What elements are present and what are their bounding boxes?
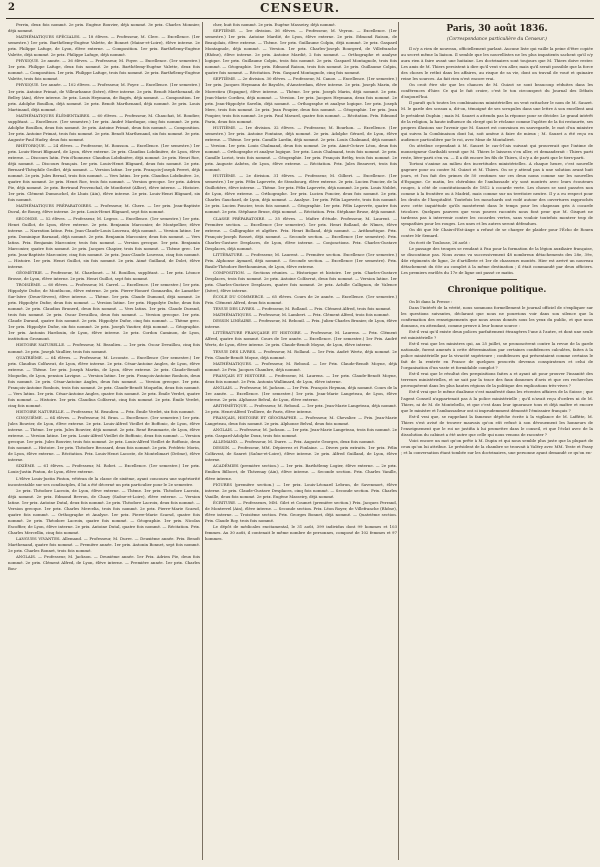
article-paragraph: DESSIN LINÉAIRE. — Professeur, M. Rebouil. — Prix. Julien-Charles Brunier, de Lyon, élève interne. bbox=[205, 318, 397, 330]
article-paragraph: SIXIÈME. — 61 élèves. — Professeur, M. Robet. — Excellence. (1er semestre.) 1er prix. Louis-Justin Pinton, de Lyon, élève externe. bbox=[8, 463, 200, 475]
article-paragraph: HISTOIRE NATURELLE. — Professeur, M. Beaulieu. — Prix. Émile Verdet, six fois nommé. bbox=[16, 409, 195, 414]
correspondence-note: (Correspondance particulière du Censeur.) bbox=[447, 37, 547, 42]
article-paragraph: COMPOSITION. — Sections réunies. — Historique et histoire. 1er prix. Charles-Gustave Desplaces, trois fois nommé. 2e prix. Antoine Colfavrat, deux fois nommé. — Version latine. 1er prix. Charles-Gustave Desplaces, quatre fois nommé. 2e prix. Achille Callignon, de Valence (Isère), élève interne. bbox=[205, 269, 397, 294]
article-paragraph: Voici encore un mot qu'on prête à M. Dupin et qui nous semble plus juste que la plupart de ceux qu'on lui attribue. Le président de la chambre se trouvait à Valéry avec MM. Teste et Passy ; et la conversation étant tombée sur les doctrinaires, une personne ayant demandé ce qu'on en- bbox=[401, 437, 593, 455]
article-paragraph: ANGLAIS. — Professeur, M. Jackson. — 1er prix. Jean-Marie Langeteau, trois fois nommé. 2e prix. Gaspard-Adolphe Doux, trois fois nommé. bbox=[205, 427, 397, 439]
article-paragraph: Est-il vrai que, se rappelant la fameuse dépêche écrite à la vigilance de M. Laffitte, M. Thiers s'est avisé de trouver mauvais qu'on eût refusé à son dévouement les honneurs de l'enseignement que le roi ne justifia à lui promettre dans le conseil, et que l'éclat avec de la dissolution du cabinet a été autre que celle qui nous venons de raconter ? bbox=[401, 413, 593, 437]
article-paragraph: SEPTIÈME. — 1re division. 36 élèves. — Professeur, M. Veyron. — Excellence. (1er semestre.) 1er prix. Antoine Mardié, de Lyon, élève externe. 2e prix. Edmond Raison, de Beaujolais, élève externe. — Thème. 1er prix. Guillaume Colpin, déjà nommé. 2e prix. Gaspard Montagnole, déjà nommé. — Version. 1er prix. Charles-Joseph Bourgerd, de Villefranche (Rhône), élève interne. 2e prix. Antoine Mardié, 2 fois nommé. — Orthographe et analyse logique. 1er prix. Guillaume Colpin, trois fois nommé. 2e prix. Gaspard Montagnole, trois fois nommé. — Géographie. 1er prix. Edmond Raison, trois fois nommé. 2e prix. Guillaume Colpin, quatre fois nommé. — Récitation. Prix. Gaspard Montagnole, cinq fois nommé. bbox=[205, 28, 397, 76]
masthead-title: CENSEUR. bbox=[259, 1, 341, 15]
article-paragraph: MATHÉMATIQUES ÉLÉMENTAIRES. — 60 élèves. — Professeur, M. Chauchat, M. Boudier, suppléant. — Excellence. (1er semestre.) 1er prix. André Marduque, cinq fois nommé. 2e prix. Adolphe Bouillon, deux fois nommé. 3e prix. Antoine Primat, deux fois nommé. — Composition. 1er prix. Antoine Primat, trois fois nommé. 2e prix. Benoît Marthenand, six fois nommé. 3e prix. Auguste-Paul Hudry, deux fois nommé. bbox=[8, 112, 200, 142]
article-paragraph: LITTÉRATURE. — Professeur, M. Laurent. — Première section. Excellence (1er semestre.) Prix. Alphonse Aymard, déjà nommé. — Seconde section. — Excellence (1er semestre). Prix. Basile-Théodore Berthoumieux, de Lyon, élève externe. bbox=[205, 251, 397, 269]
article-paragraph: DESSIN. — Professeur, MM. Dépierrez et Fonlaine. — Divers prix extraits. 1er prix. Félix Colfavrat, de Sanret (Saône-et-Loire), élève interne. 2e prix. Alfred Guilland, de Lyon, élève interne. bbox=[205, 445, 397, 463]
article-paragraph: TENUE DES LIVRES. — Professeur, M. Rolland. — Prix. Clément Alfred, trois fois nommé. bbox=[213, 306, 392, 312]
article-paragraph: FIGURES (première section.) — 1er prix. Louis-Léonard Lebrun, de Savenmort, élève interne. 2e prix. Claude-Gustave Desplaces, cinq fois nommé. — Seconde section. Prix. Charles Vanille, deux fois nommé. 2e prix. Eugène Masseiry, déjà nommé. bbox=[205, 481, 397, 499]
article-paragraph: LANGUES VIVANTES. Allemand. — Professeur, M. Durre. — Deuxième année. Prix. Benoît Marthenand, quatre fois nommé. — Première année. 1er prix. Antonin Bonnet, sept fois nommé. 2e prix. Charles Ronnet, trois fois nommé. bbox=[8, 535, 200, 554]
article-paragraph: MATHÉMATIQUES PRÉPARATOIRES. — Professeur, M. Chere. — 1er prix. Jean-Baptiste Duval, de Bourg, élève interne. 2e prix. Louis-Henri Blignard, sept fois nommé. bbox=[8, 203, 200, 215]
article-paragraph: MATHÉMATIQUES SPÉCIALES. — 18 élèves. — Professeur, M. Clerc. — Excellence. (1er semestre.) 1er prix. Barthélemy-Eugène Valette, de Bonnet (Maine-et-Loire), élève interne. 2e prix. Philippe Lafuge, de Lyon, élève externe. — Composition. 1er prix. Barthélemy-Eugène Valette, déjà nommé. 2e prix. Philippe Lafuge, déjà nommé. bbox=[8, 34, 200, 58]
column-rule bbox=[202, 22, 203, 860]
article-paragraph: Est-il vrai que le résultat des perquisitions faites a et ayant ait pour prouver l'insanité des terreurs ministérielles, et ne sait par la trace des faux donneurs d'avis et que ces recherches provoquèrent dans les plus hautes régions de la politique des explications très-vives ? bbox=[401, 371, 593, 389]
dateline: Paris, 30 août 1836. bbox=[446, 24, 548, 34]
article-paragraph: GÉOMÉTRIE. — Professeur, M. Chardonet. — M. Bouillon, suppléant. — 1er prix. Léonce Brosse, de Lyon, élève interne. 2e prix. Henri Guillot, sept fois nommé. bbox=[8, 269, 200, 281]
article-paragraph: ANGLAIS. — Professeur, M. Jackson. — 1er Prix. François Heyman, déjà nommé. Cours de la 1re année. — Excellence. (1er semestre.) 1er prix. Jean-Marie Langeteau, de Lyon, élève externe. 2e prix. Alphonse Belval, de Lyon, élève externe. bbox=[205, 384, 397, 402]
article-paragraph: Il paraît qu'à toutes les combinaisons ministérielles on veut rattacher le nom de M. Sauzet. M. le garde des sceaux a, dit-on, témoigné de ses scrupules dans une lettre à son excellent ami le président Duphin ; mais M. Sauzet a attendu pas la réponse pour se décider. Le grand intérêt de la religion, la haute influence du clergé qui le réclame comme l'apôtre de la foi restaurée, ses propres illusions sur l'avenir que M. Sauzet est convaincu en sauvegarde, le mot d'un ministre qui suivra la Combinaison dont lui, soit amène à faire de mieux ; M. Sauzet a été reçu en audience particulière par le roi, avec Mme de Montalivet. bbox=[401, 100, 593, 142]
article-paragraph: ÉCRITURE. — Professeurs, MM. Gilet et Coumet (première section.) Prix. Jacques Perrand, de Montrevel (Ain), élève interne. — Seconde section. Prix. Léon Royer, de Villefranche (Rhône), élève interne. — Troisième section. Prix. Georges Bonnet, déjà nommé. — Quatrième section. Prix. Claude Roy, trois fois nommé. bbox=[205, 499, 397, 523]
page-number: 2 bbox=[8, 2, 15, 13]
article-paragraph: ANGLAIS. — Professeur, M. Jackson. — Deuxième année. 1er Prix. Adrien Pie, deux fois nommé. 2e prix. Clément Alfred, de Lyon, élève interne. — Première année. 1er prix. Charles Bou- bbox=[8, 554, 200, 572]
article-paragraph: HUITIÈME. — 2e division. 31 élèves. — Professeur, M. Gilbert. — Excellence. (1er semestre.) 1er prix. Félix Lapevrée, de Strasbourg, élève externe. 2e prix. Lucien Poncier, de la Guillotière, élève interne. — Thème. 1er prix. Félix Lapevrée, déjà nommé. 2e prix. Louis Noblet, de Lyon, élève externe. — Orthographe. 1er prix. Lucien Poncier, deux fois nommé. 2e prix. Charles Gauchard, de Lyon, déjà nommé. — Analyse. 1er prix. Félix Lapevrée, trois fois nommé. 2e prix. Lucien Poncier, trois fois nommé. — Géographie. 1er prix. Félix Lapevrée, quatre fois nommé. 2e prix. Stéphane Bruse, déjà nommé. — Récitation. Prix. Stéphane Bruse, déjà nommé. bbox=[205, 173, 397, 215]
article-paragraph: Tortoni s'anime au milieu des incertitudes ministérielles. A chaque heure, c'est nouvelle gageure pour ou contre M. Guizot et M. Thiers. On se y attend pas à une solution avant huit jours, et l'on fait des primes de 50 centimes sur ces deux noms comme sur les nouvelles d'Espagne. Ce matin, les chérubins de l'ambassade n'y sont montrés avec leurs écouteurs rouges, à côté de constitutionnels de 1812 à cocarde verte. Les choses se sont passées non comme à la frontière ou à Madrid, mais comme sur un territoire neutre. Il y a eu respect pour les droits de l'hospitalité. Toutefois les mouchards ont rodé autour des ouvertures rapprochés avec cette inquiétude qu'ils montrèrent dans le temps pour les chapeaux gris à cocarde tricolore. Quelques pauvres que vous pouvez racontés nous font peur que M. Gisquet ne tarderas pas à intervenir contre les cocardes vertes, sans vouloir toutefois montrer trop de sympathies pour les rouges. Les unes et les autres seront défendues. bbox=[401, 160, 593, 227]
article-paragraph: PHYSIQUE. 2e année. — 36 élèves. — Professeur, M. Foyer. — Excellence. (1er semestre.) 1er prix. Philippe Lafuge, deux fois nommé. 2e prix. Barthélemy-Eugène Valette, deux fois nommé. — Composition. 1er prix. Philippe Lafuge, trois fois nommé. 2e prix. Barthélemy-Eugène Valette, trois fois nommé. bbox=[8, 58, 200, 82]
column-left bbox=[8, 22, 200, 860]
column-middle bbox=[205, 22, 397, 860]
article-paragraph: QUATRIÈME. — 64 élèves. — Professeur, M. Lecomte. — Excellence (1er semestre.) 1er prix. Claudius Colfavrat, de Lyon, élève interne. 2e prix. César-Antoine Angles, de Lyon, élève externe. — Thème. 1er prix. Joseph Martin, de Lyon, élève externe. 2e prix. Claude-Benoît Moquelin, de Lyon, pension Lavigne. — Version latine. 1er prix. François-Antoine Ronbois, deux fois nommé. 2e prix. César-Antoine Angles, deux fois nommé. — Version grecque. 1er prix. François-Antoine Ronbois, trois fois nommé. 2e prix. Claude-Benoît Moquelin, deux fois nommé. — Vers latins. 1er prix. César-Antoine Angles, quatre fois nommé. 2e prix. Émile Verdet, quatre fois nommé. — Histoire. 1er prix. Claudius Colfavrat, cinq fois nommé. 2e prix. Émile Verdet, cinq fois nommé. bbox=[8, 354, 200, 408]
article-paragraph: ÉCOLE DU COMMERCE. — 65 élèves. Cours de 2e année. — Excellence. (1er semestre.) Prix. Clément Alfred, deux fois nommé. bbox=[205, 294, 397, 306]
article-paragraph: SEPTIÈME. — 2e division. 30 élèves. — Professeur, M. Canoe. — Excellence. (1er semestre.) 1er prix. Jacques Heymann de Bayolès, d'Amsterdam, élève interne. 2e prix. Joseph Marin, de Morestieu (Espagne), élève interne. — Thème. 1er prix. Joseph Marin, déjà nommé. 2e prix. Jean-Marie Cordieu, déjà nommé. — Version. 1er prix. Jacques Heymann, deux fois nommé. 2e prix. Jean-Hippolyte Savelin, déjà nommé. — Orthographe et analyse logique. 1er prix. Joseph Merc, trois fois nommé. 2e prix. Jean Poupier, deux fois nommé. — Géographie. 1er prix. Jean Poupier, trois fois nommé. 2e prix. Paul Mavard, quatre fois nommé. — Récitation. Prix. Edmond Parin, deux fois nommé. bbox=[205, 76, 397, 124]
article-paragraph: On lit dans la Presse : bbox=[409, 298, 453, 304]
article-paragraph: Est-il vrai que le même dualisme s'est manifesté dans les récentes affaires de la Suisse ; que l'agent Conseil n'appartenait pas à la police ministérielle ; qu'il n'avait reçu d'ordres ni de M. Thiers, ni de M. de Montebello, et que c'est dans leur ignorance tous et déjà maître et encore que le ministre et l'ambassadeur ont si imprudemment démonté l'émissaire français ? bbox=[401, 389, 593, 413]
article-paragraph: Le passage des troupes se rendant à Pau pour la formation de la légion auxiliaire française, se discontinue pas. Nous avons vu successivement 48 nombreux détachements des 28e, 39e, 46e régiments de ligne, 2e d'artillerie et 1er de chasseurs montés. Hier est arrivé un nouveau détachement du 60e au complet à la même destination ; il était commandé par deux officiers. Les premiers enrôlés du 17e de ligne ont passé ce matin. bbox=[401, 245, 593, 275]
article-paragraph: On dit que Mr Chaix-d'Est-Ange a refusé de se charger de plaider pour l'Écho de Rouen contre Mr Semard. bbox=[401, 227, 593, 239]
article-paragraph: TROISIÈME. — 60 élèves. — Professeur, M. Carrel. — Excellence. (1er semestre.) 1er prix. Hippolyte Dufor, de Montlucon, élève externe. 2e prix. Pierre-Honoré Gonnardin, de Lamothe-Sur-Isère (Deux-Sèvres), élève interne. — Thème. 1er prix. Claude Dumond, déjà nommé. 2e prix. Hippolyte Dufor, deux fois nommé. — Version latine. 1er prix. Hippolyte Dufor, deux fois nommé. 2e prix. Claudius Brunerd, deux fois nommé. — Vers latins. 1er prix. Claude Durand, trois fois nommé. 2e prix. Oscar Devaillou, deux fois nommé. — Version grecque. 1er prix. Claude Durand, quatre fois nommé. 2e prix. Hippolyte Dufor, cinq fois nommé. — Thème grec. 1er prix. Hippolyte Dufor, six fois nommé. 2e prix. Joseph Vautier, déjà nommé. — Géographie. 1er prix. Antonin Hardouin, de Lyon, élève interne. 2e prix. Cordon Caminon, de Lyon, institution Grosmont. bbox=[8, 282, 200, 342]
article-paragraph: FRANÇAIS ET HISTOIRE. — Professeur, M. Laurens. — 1er prix. Claude-Benoît Moyne, deux fois nommé. 2e Prix. Antonin Wallimard, de Lyon, élève interne. bbox=[205, 372, 397, 384]
article-paragraph: HISTOIRE NATURELLE. — Professeur, M. Beaulieu. — 1er prix. Oscar Devaillou, cinq fois nommé. 2e prix. Joseph Vaullier, trois fois nommé. bbox=[8, 342, 200, 354]
article-paragraph: TENUE DES LIVRES. — Professeur, M. Rolland. — 1er Prix. André Wertz, déjà nommé. 2e Prix. Claude-Benoît Moyne, déjà nommé. bbox=[205, 348, 397, 360]
article-paragraph: PHYSIQUE. 1re année. — 102 élèves. — Professeur, M. Foyer. — Excellence. (1er semestre.) 1er prix. Antoine Primat, de Villeurbanne (Isère), élève interne. 2e prix. Benoît Marthenand, de Belley (Ain), élève interne. 3e prix. Louis Heymann, de Bagés, déjà nommé. — Composition. 1er prix. Adolphe Bouillon, déjà nommé. 2e prix. Benoît Marthenand, déjà nommé. 3e prix. Louis Martinand, déjà nommé. bbox=[8, 82, 200, 112]
column-right bbox=[401, 22, 593, 860]
article-paragraph: L'élève Louis-Justin Pinton, vétéran de la classe de sixième, ayant concouru une supériorité incontestable sur ses condisciples, il lui a été décerné un prix particulier pour le 2e semestre. bbox=[8, 475, 200, 487]
article-paragraph: ARITHMÉTIQUE. — Professeur, M. Rebouil. — 1er prix. Jean-Marie Langeteau, déjà nommé. 2e prix. Henri-Alfred Trolliere, de Paris, élève interne. bbox=[205, 402, 397, 414]
article-paragraph: Est-il vrai que les ministres qui, au 25 juillet, se prononcèrent contre la revue de la garde nationale, furent amenés à cette détermination par certaines confidences calculées, faites à la police ministérielle par la vivacité supérieure ; confidences qui présentaient comme certains le fait de la rentrée en France de quelques proscrits devenus conspirateurs et celui de l'organisation d'un vaste et formidable complot ? bbox=[401, 341, 593, 371]
section-separator bbox=[477, 279, 517, 280]
article-paragraph: RHÉTORIQUE. — 24 élèves. — Professeur, M. Bousson. — Excellence. (1er semestre.) 1er prix. Louis-Henri Blignard, de Lyon, élève externe. 2e prix. Claudius Lobdinière, de Lyon, élève externe. — Discours latin. Prix d'honneur. Claudius Lobdinière, déjà nommé. 2e prix. Henri Roe, déjà nommé. — Discours français. 1er prix. Louis-Henri Blignard, deux fois nommé. 2e prix. Bernard-Théophile Grollet, déjà nommé. — Version latine. 1er prix. François-Joseph Perret, déjà nommé. 2e prix. Jules Bernal, trois fois nommé. — Vers latins. 1er prix. Claudius Lobdinière. 2e, quatre fois nommé. 2e prix. Henri Roe, trois fois nommé. — Version grecque. 1er prix. Adrien Pie, déjà nommé. 2e prix. Bertrand Provenchal, de Montbrisé (Allier), élève interne. — Histoire. 1er prix. Clément Dumouchel, de Lhuis (Ain), élève interne. 2e prix. Louis-Henri Blignard, six fois nommé. bbox=[8, 142, 200, 203]
article-paragraph: Est-il vrai qu'il existe deux polices parfaitement étrangères l'une à l'autre, et dont une seule est ministérielle ? bbox=[401, 329, 593, 341]
article-paragraph: LITTÉRATURE FRANÇAISE ET HISTOIRE. — Professeur, M. Laurens. — Prix. Clément Alfred, quatre fois nommé. Cours de 1re année. — Excellence. (1er semestre.) 1er Prix. André Wertz, de Lyon, élève interne. 2e prix. Claude-Benoît Moyne, de Lyon, élève interne. bbox=[205, 330, 397, 348]
article-paragraph: On écrit de Toulouse, 26 août : bbox=[409, 239, 470, 245]
page-header bbox=[6, 0, 594, 19]
section-heading: Chronique politique. bbox=[447, 284, 547, 295]
article-paragraph: CLASSE PRÉPARATOIRE. — 35 élèves. — Maître d'étude. Professeur, M. Laurent. — Première section. — Excellence (1er semestre). 1er prix. Henri Bolland, de Nîmes, élève externe. — Calligraphie et algèbre. Prix. Henri Bolland, déjà nommé. — Arithmétique. Prix. François-Joseph Rosset, déjà nommé. — Seconde section. — Excellence (1er semestre). Prix. Charles-Gustave Desplaces, de Lyon, élève interne. — Conjonctions. Prix. Charles-Gustave Desplaces, déjà nommé. bbox=[205, 215, 397, 251]
article-paragraph: ALLEMAND. — Professeur, M. Durre. — Prix. Auguste Georges, deux fois nommé. bbox=[213, 439, 376, 445]
article-paragraph: Dans l'intérêt de la vérité, nous sommons formellement le journal officiel de s'expliquer sur les questions suivantes, déclarant que nous ne pourrions voir dans son silence que la confirmation des renseignements que nous avons donnés sous les yeux du public, et que nous donnons, en attendant, comme preuve à leur bonne source : bbox=[401, 304, 593, 328]
article-paragraph: MATHÉMATIQUES. — Professeur, M. Lambert. — Prix. Clément Alfred, trois fois nommé. bbox=[213, 312, 390, 318]
article-paragraph: 2e prix. Théodore Lacroix, de Lyon, élève externe. — Thème. 1er prix. Théodore Lacroix, déjà nommé. 2e prix. Edmond Bevron, de Chazy (Saône-et-Loire), élève externe. — Version latine. 1er prix. Antoine Dutal, deux fois nommé. 2e prix. Théodore Lacroix, deux fois nommé. — Version grecque. 1er prix. Charles Mercelia, trois fois nommé. 2e prix. Pierre-Marie Scarsd, quatre fois nommé. — Orthographe et Analyse. 1er prix. Pierre-Marie Scarsd, quatre fois nommé. 2e prix. Théodore Lacroix, quatre fois nommé. — Géographie. 1er prix. Nicolas Escoffier, de Lyon, élève interne. 2e prix. Antoine Dutal, quatre fois nommé. — Récitation. Prix. Charles Mercellin, cinq fois nommé. bbox=[8, 487, 200, 535]
article-paragraph: cher, huit fois nommé. 2e prix. Eugène Masseiry, déjà nommé. bbox=[213, 22, 336, 27]
article-paragraph: Il n'y a rien de nouveau, officiellement parlant. Aucune liste qui vaille la peine d'être copiée au secret même la liaison. Il semble que les nouvellistes ne les plus impatients sachent qu'il n'y aura rien à faire avant une huitaine. Les doctrinaires sont toujours que M. Thiers doive rester. Les amis de M. Thiers persistent à dire qu'il veut s'en aller, mais qu'il serait possible que la force des choses le retînt dans les affaires, au risque de sa vie, dont on travail de voué et quinaire reine les sources. Au fait rien n'est encore vrai. bbox=[401, 46, 593, 82]
article-paragraph: ACADÉMIES (première section.) — 1er prix. Barthélemy Logier, élève externe. — 2e prix. Emilien Billocet, de Thézenay (Ain), élève interne. — Seconde section. Prix. Charles Vanille, élève interne. bbox=[205, 463, 397, 481]
article-paragraph: On attribue cependant à M. Sauzet le cas-ô-l'ais suivant qui prouverait que l'intime de monseigneur Garibaldi serait que M. Thiers le laissera s'en aller, et demanderait : Thiers parti reste, lière-parti s'en va. — Il a dit encore les fils de Thiers, il n'y a de parti que le tiers-parti. bbox=[401, 142, 593, 160]
article-paragraph: MATHÉMATIQUES. — Professeur, M. Rebouil. — 1er Prix. Claude-Benoît Moyne, déjà nommé. 2e Prix. Jacques Chambre, déjà nommé. bbox=[205, 360, 397, 372]
article-paragraph: CINQUIÈME. — 64 élèves. — Professeur, M. Brun. — Excellence. (1er semestre.) 1er prix. Jules Bouvier, de Lyon, élève externe. 2e prix. Louis-Alfred Vieillet de Boffonic, de Lyon, élève interne. — Thème. 1er prix. Jules Bouvier, déjà nommé. 2e prix. René Brunmarie, de Lyon, élève externe. — Version latine. 1er prix. Louis-Alfred Vieillet de Boffonic, deux fois nommé. — Version grecque. 1er prix. Jules Bouvier, trois fois nommé. 2e prix. Louis-Alfred Vieillet de Boffonic, deux fois nommé. — Histoire. 1er prix. Théodore Brossard, deux fois nommé. 2e prix. Frédéric Morin, de Lyon, élève externe. — Récitation. Prix. Louis-Henri Lacoste, de Montelimart (Drôme), élève interne. bbox=[8, 415, 200, 463]
article-paragraph: Perrin, deux fois nommé. 2e prix. Eugène Bouvier, déjà nommé. 3e prix. Charles Monnier, déjà nommé. bbox=[8, 22, 200, 34]
article-paragraph: HUITIÈME. — 1re division. 32 élèves. — Professeur, M. Bourhon. — Excellence. (1er semestre.) 1er prix. Antoine Fontaine, déjà nommé. 2e prix. Adolphe Gérard, de Lyon, élève externe. — Thème. 1er prix. Camille Lardin, déjà nommé. 2e prix. Louis Chalmand, déjà nommé. — Version. 1er prix. Louis Chalmand, deux fois nommé. 2e prix. Aimé-Octave Léon, deux fois nommé. — Orthographe et analyse logique. 1er prix. Louis Chalmand, trois fois nommé. 2e prix. Camille Loriot, trois fois nommé. — Géographie. 1er prix. François Bréby, trois fois nommé. 2e prix. Auguste Asbéra, de Lyon, élève externe. — Récitation. Prix. Jules Beauvert, trois fois nommé. bbox=[205, 124, 397, 173]
article-paragraph: On croit être sûr que les chances de M. Guizot se sont beaucoup réduites dans les conférences d'hier. Ce qui le fait croire, c'est le ton circonspect du Journal des Débats d'aujourd'hui. bbox=[401, 82, 593, 100]
article-paragraph: Le dépôt de médicales excitamental, le 31 août, 399 individus dont 99 hommes et 103 femmes. Au 30 août, il contenait le même nombre de personnes, composé de 102 femmes et 97 hommes. bbox=[205, 523, 397, 541]
article-paragraph: FRANÇAIS, HISTOIRE ET GÉOGRAPHIE. — Professeur, M. Chevalier. — Prix. Jean-Marie Langeteau, deux fois nommé. 2e prix. Alphonse Belval, deux fois nommé. bbox=[205, 415, 397, 427]
column-rule bbox=[398, 22, 399, 860]
article-paragraph: SECONDE. — 52 élèves. — Professeur, M. Legros. — Excellence. (1er semestre.) 1er prix. Henri Guillot, de Lyon, élève externe. 2e prix. Benjamin Marconier, de Montpellier, élève interne. — Narration latine. Prix. Jean-Claude-Louis Louveau, déjà nommé. — Version latine. 1er prix. Dominique Barnaud, déjà nommé. 2e prix. Benjamin Marconier, deux fois nommé. — Vers latins. Prix. Benjamin Marconier, trois fois nommé. — Version grecque. 1er prix. Benjamin Marconier, quatre fois nommé. 2e prix. Jacques Chapier, trois fois nommé. — Thème grec. 1er prix. Jean-Baptiste Marconier, cinq fois nommé. 2e prix. Jean-Claude Louveau, cinq fois nommé. — Histoire. 1er prix. Henri Guillot, six fois nommé. 2e prix. Aimé Guilland, de Dolet, élève interne. bbox=[8, 215, 200, 269]
